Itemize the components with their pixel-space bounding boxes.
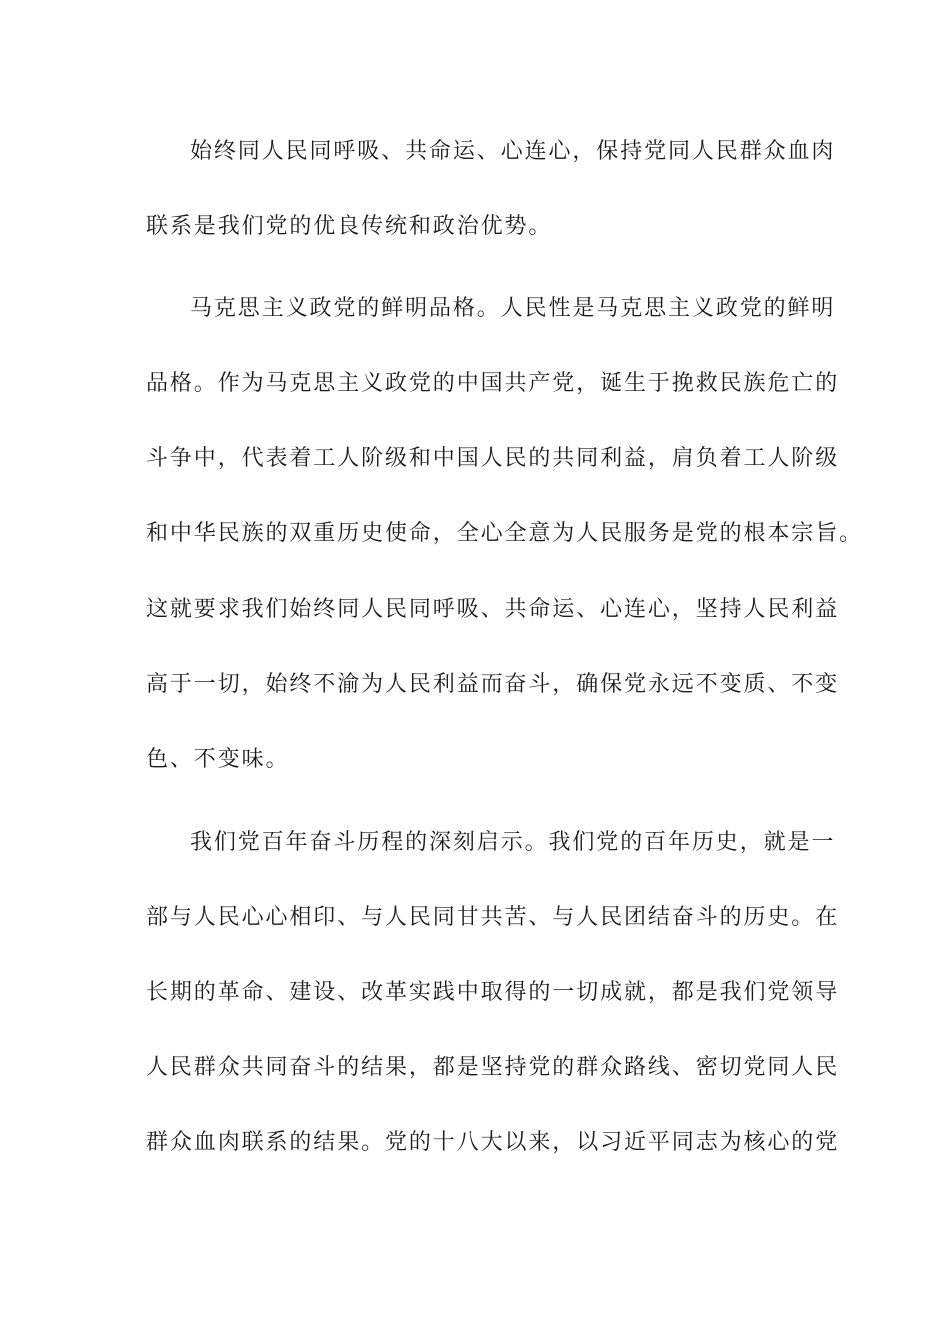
paragraph-2-line-1: 马克思主义政党的鲜明品格。人民性是马克思主义政党的鲜明	[190, 296, 836, 321]
paragraph-3-line-2: 部与人民心心相印、与人民同甘共苦、与人民团结奋斗的历史。在	[146, 905, 840, 930]
paragraph-2-line-4: 和中华民族的双重历史使命，全心全意为人民服务是党的根本宗旨。	[146, 521, 864, 546]
paragraph-3-line-1: 我们党百年奋斗历程的深刻启示。我们党的百年历史，就是一	[190, 830, 836, 855]
paragraph-1-line-1: 始终同人民同呼吸、共命运、心连心，保持党同人民群众血肉	[190, 139, 836, 164]
paragraph-2-line-7: 色、不变味。	[146, 747, 290, 772]
paragraph-2-line-2: 品格。作为马克思主义政党的中国共产党，诞生于挽救民族危亡的	[146, 371, 840, 396]
paragraph-3-line-3: 长期的革命、建设、改革实践中取得的一切成就，都是我们党领导	[146, 980, 840, 1005]
paragraph-2-line-3: 斗争中，代表着工人阶级和中国人民的共同利益，肩负着工人阶级	[146, 446, 840, 471]
paragraph-1-line-2: 联系是我们党的优良传统和政治优势。	[146, 214, 553, 239]
paragraph-3-line-5: 群众血肉联系的结果。党的十八大以来，以习近平同志为核心的党	[146, 1130, 840, 1155]
paragraph-2-line-5: 这就要求我们始终同人民同呼吸、共命运、心连心，坚持人民利益	[146, 597, 840, 622]
paragraph-2-line-6: 高于一切，始终不渝为人民利益而奋斗，确保党永远不变质、不变	[146, 672, 840, 697]
paragraph-3-line-4: 人民群众共同奋斗的结果，都是坚持党的群众路线、密切党同人民	[146, 1055, 840, 1080]
